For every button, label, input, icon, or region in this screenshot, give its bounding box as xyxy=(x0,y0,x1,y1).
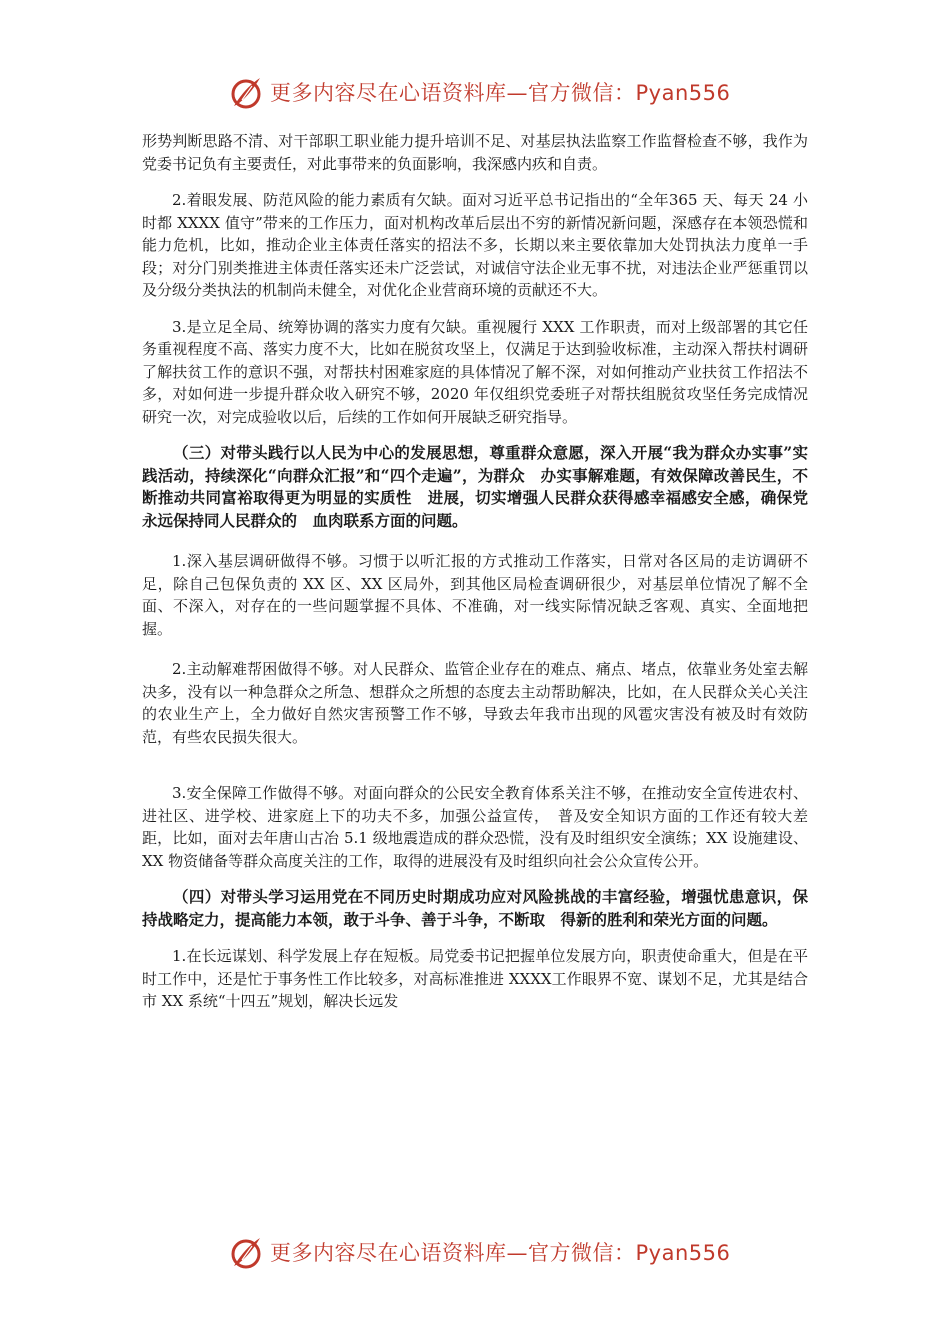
feather-pen-logo-icon xyxy=(228,1234,264,1270)
section-heading-3: （三）对带头践行以人民为中心的发展思想，尊重群众意愿，深入开展“我为群众办实事”实践活动，持续深化“向群众汇报”和“四个走遍”，为群众 办实事解难题，有效保障改善民生，不断推动共同富裕取得更为明显的实质性 进展，切实增强人民群众获得感幸福感安全感，确保党永远保持同人民群众的 血肉联系方面的问题。 xyxy=(142,443,808,530)
paragraph-item-3: 3.是立足全局、统筹协调的落实力度有欠缺。重视履行 XXX 工作职责，而对上级部署的其它任务重视程度不高、落实力度不大，比如在脱贫攻坚上，仅满足于达到验收标准，主动深入帮扶村调研了解扶贫工作的意识不强，对帮扶村困难家庭的具体情况了解不深，对如何推动产业扶贫工作招法不多，对如何进一步提升群众收入研究不够，2020 年仅组织党委班子对帮扶组脱贫攻坚任务完成情况研究一次，对完成验收以后，后续的工作如何开展缺乏研究指导。 xyxy=(142,317,808,426)
watermark-footer xyxy=(228,1232,748,1272)
paragraph-sec3-item-3: 3.安全保障工作做得不够。对面向群众的公民安全教育体系关注不够，在推动安全宣传进农村、进社区、进学校、进家庭上下的功夫不多，加强公益宣传， 普及安全知识方面的工作还有较大差距，比如，面对去年唐山古冶 5.1 级地震造成的群众恐慌，没有及时组织安全演练；XX 设施建设、XX 物资储备等群众高度关注的工作，取得的进展没有及时组织向社会公众宣传公开。 xyxy=(142,784,808,870)
paragraph-item-2: 2.着眼发展、防范风险的能力素质有欠缺。面对习近平总书记指出的“全年365 天、每天 24 小时都 XXXX 值守”带来的工作压力，面对机构改革后层出不穷的新情况新问题，深感存在本领恐慌和能力危机，比如，推动企业主体责任落实的招法不多，长期以来主要依靠加大处罚执法力度单一手段；对分门别类推进主体责任落实还未广泛尝试，对诚信守法企业无事不扰，对违法企业严惩重罚以及分级分类执法的机制尚未健全，对优化企业营商环境的贡献还不大。 xyxy=(142,191,808,299)
watermark-header xyxy=(228,72,748,112)
watermark-text: 更多内容尽在心语资料库—官方微信：Pyan556 xyxy=(270,81,731,105)
paragraph-sec3-item-2: 2.主动解难帮困做得不够。对人民群众、监管企业存在的难点、痛点、堵点，依靠业务处室去解决多，没有以一种急群众之所急、想群众之所想的态度去主动帮助解决，比如，在人民群众关心关注的农业生产上，全力做好自然灾害预警工作不够，导致去年我市出现的风雹灾害没有被及时有效防范，有些农民损失很大。 xyxy=(142,660,808,746)
paragraph-sec4-item-1: 1.在长远谋划、科学发展上存在短板。局党委书记把握单位发展方向，职责使命重大，但是在平时工作中，还是忙于事务性工作比较多，对高标准推进 XXXX工作眼界不宽、谋划不足，尤其是结合市 XX 系统“十四五”规划，解决长远发 xyxy=(142,947,808,1010)
document-body xyxy=(142,130,808,1013)
paragraph-sec3-item-1: 1.深入基层调研做得不够。习惯于以听汇报的方式推动工作落实，日常对各区局的走访调研不足，除自己包保负责的 XX 区、XX 区局外，到其他区局检查调研很少，对基层单位情况了解不全面、不深入，对存在的一些问题掌握不具体、不准确，对一线实际情况缺乏客观、真实、全面地把握。 xyxy=(142,552,808,638)
section-heading-4: （四）对带头学习运用党在不同历史时期成功应对风险挑战的丰富经验，增强忧患意识，保持战略定力，提高能力本领，敢于斗争、善于斗争，不断取 得新的胜利和荣光方面的问题。 xyxy=(142,887,808,929)
watermark-text: 更多内容尽在心语资料库—官方微信：Pyan556 xyxy=(270,1241,731,1265)
feather-pen-logo-icon xyxy=(228,74,264,110)
paragraph-continued: 形势判断思路不清、对干部职工职业能力提升培训不足、对基层执法监察工作监督检查不够，我作为党委书记负有主要责任，对此事带来的负面影响，我深感内疚和自责。 xyxy=(142,132,808,173)
